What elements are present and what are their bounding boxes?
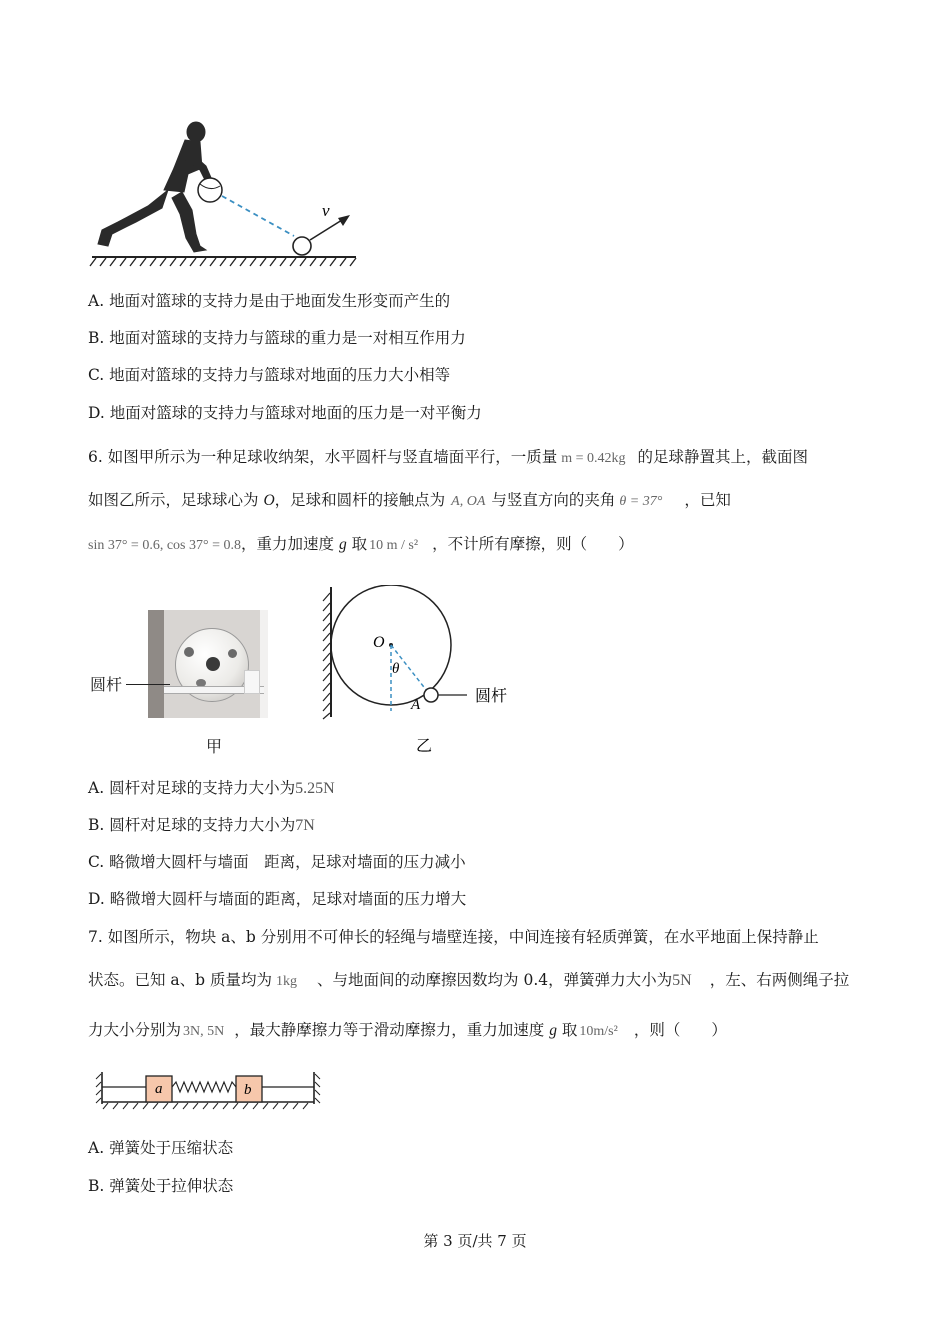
rod-section (424, 688, 438, 702)
fig-jia (88, 608, 273, 758)
svg-text:θ: θ (392, 661, 400, 677)
svg-text:a: a (155, 1081, 163, 1097)
q7-stem-line2: 状态。已知 a、b 质量均为 1kg 、与地面间的动摩擦因数均为 0.4，弹簧弹力大小为5N ，左、右两侧绳子拉 (88, 971, 850, 989)
q5-option-c: C. 地面对篮球的支持力与篮球对地面的压力大小相等 (88, 366, 451, 384)
q7-stem-line3: 力大小分别为 3N, 5N ，最大静摩擦力等于滑动摩擦力，重力加速度 g 取 10m/s² ，则（ ） (88, 1021, 727, 1039)
svg-text:b: b (244, 1082, 252, 1098)
q7-option-a: A. 弹簧处于压缩状态 (88, 1139, 234, 1157)
q6-stem-line1: 6. 如图甲所示为一种足球收纳架，水平圆杆与竖直墙面平行，一质量 m = 0.42kg 的足球静置其上，截面图 (88, 448, 809, 466)
caption-yi: 乙 (416, 736, 433, 755)
caption-jia: 甲 (206, 737, 223, 756)
fig-yi (315, 585, 530, 757)
q6-option-b: B. 圆杆对足球的支持力大小为7N (88, 816, 315, 834)
q6-trig: sin 37° = 0.6, cos 37° = 0.8 (88, 538, 241, 553)
q7-option-b: B. 弹簧处于拉伸状态 (88, 1177, 234, 1195)
svg-text:A: A (411, 697, 421, 713)
q7-stem-line1: 7. 如图所示，物块 a、b 分别用不可伸长的轻绳与墙壁连接，中间连接有轻质弹簧，在水平地面上保持静止 (88, 928, 819, 946)
q6-option-c: C. 略微增大圆杆与墙面 距离，足球对墙面的压力减小 (88, 853, 466, 871)
q6-option-d: D. 略微增大圆杆与墙面的距离，足球对墙面的压力增大 (88, 890, 467, 908)
page-footer: 第 3 页/共 7 页 (423, 1232, 527, 1250)
q6-stem-line3: sin 37° = 0.6, cos 37° = 0.8，重力加速度 g 取 10 m / s² ，不计所有摩擦，则（ ） (88, 535, 634, 553)
q6-mass: m = 0.42kg (561, 451, 626, 466)
shelf-photo (148, 610, 268, 718)
q6-stem-line2: 如图乙所示，足球球心为 O，足球和圆杆的接触点为 A, OA 与竖直方向的夹角 θ = 37° ，已知 (88, 491, 731, 509)
rod-label-jia: 圆杆 (90, 675, 123, 694)
q6-option-a: A. 圆杆对足球的支持力大小为5.25N (88, 779, 335, 797)
rod-label-yi: 圆杆 (475, 686, 508, 705)
held-ball (198, 178, 222, 202)
velocity-label: v (322, 201, 330, 220)
q5-option-b: B. 地面对篮球的支持力与篮球的重力是一对相互作用力 (88, 329, 466, 347)
q7-figure (94, 1068, 322, 1112)
spring (172, 1082, 236, 1092)
q5-option-a: A. 地面对篮球的支持力是由于地面发生形变而产生的 (88, 292, 451, 310)
ball (293, 237, 311, 255)
basketball-figure (88, 110, 363, 270)
svg-text:O: O (373, 634, 385, 651)
q5-option-d: D. 地面对篮球的支持力与篮球对地面的压力是一对平衡力 (88, 404, 482, 422)
